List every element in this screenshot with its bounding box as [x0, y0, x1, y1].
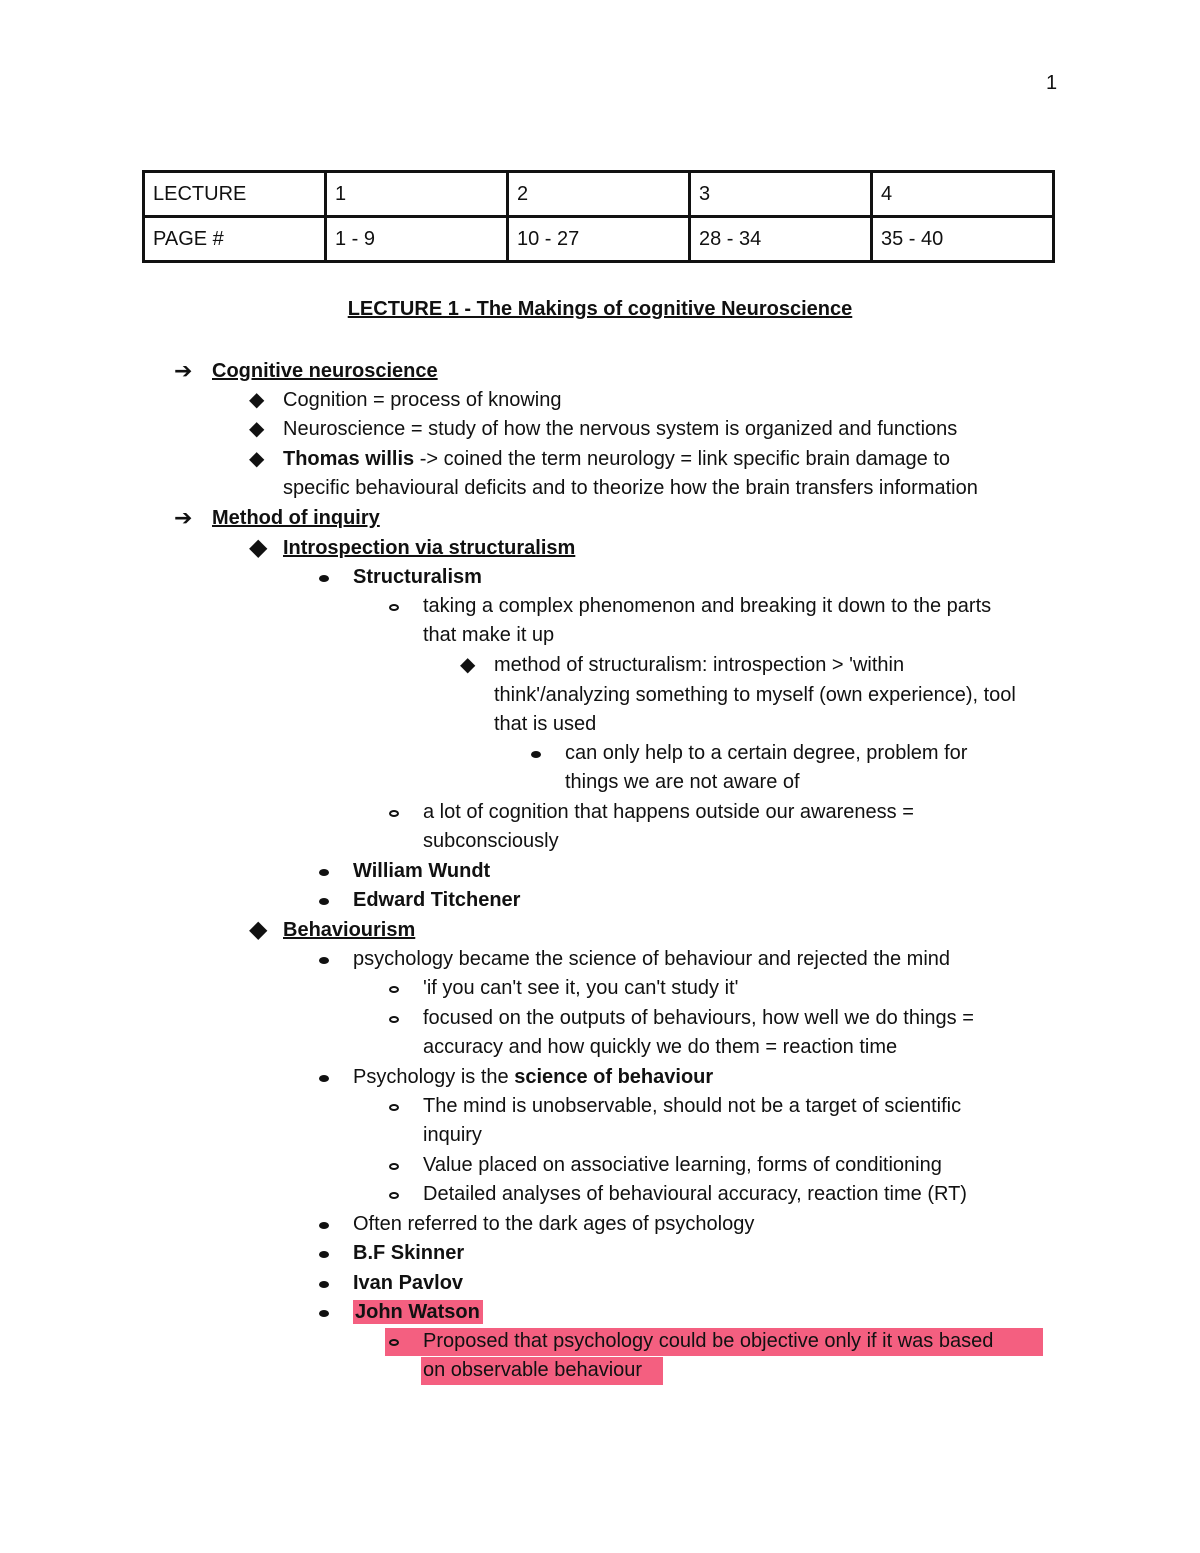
list-item-continuation: inquiry: [423, 1124, 482, 1146]
table-cell: 35 - 40: [872, 217, 1054, 262]
list-item: a lot of cognition that happens outside our awareness =: [423, 801, 914, 823]
diamond-bullet-icon: ◆: [249, 389, 265, 411]
table-cell: 4: [872, 172, 1054, 217]
dot-bullet-icon: [319, 1222, 329, 1229]
heading-method-of-inquiry: Method of inquiry: [212, 507, 380, 529]
diamond-bullet-icon: ◆: [460, 654, 476, 676]
table-row: [144, 172, 1054, 217]
list-item: William Wundt: [353, 860, 491, 882]
dot-bullet-icon: [531, 751, 541, 758]
list-item: taking a complex phenomenon and breaking it down to the parts: [423, 595, 992, 617]
heading-introspection: Introspection via structuralism: [283, 537, 576, 559]
list-item-continuation: accuracy and how quickly we do them = reaction time: [423, 1036, 898, 1058]
list-item: [353, 1299, 483, 1325]
science-of-behaviour: science of behaviour: [514, 1066, 714, 1088]
list-item-continuation: on observable behaviour: [423, 1359, 643, 1381]
list-item-continuation: subconsciously: [423, 830, 559, 852]
diamond-bullet-icon: ◆: [249, 534, 268, 561]
table-cell: 2: [508, 172, 690, 217]
page-title: LECTURE 1 - The Makings of cognitive Neuroscience: [347, 298, 853, 320]
lecture-page-table: [142, 170, 1055, 263]
table-row: [144, 217, 1054, 262]
heading-cognitive-neuroscience: Cognitive neuroscience: [212, 360, 438, 382]
dot-bullet-icon: [319, 1281, 329, 1288]
psych-is-text: Psychology is the: [353, 1066, 515, 1088]
list-item: The mind is unobservable, should not be a target of scientific: [423, 1095, 962, 1117]
willis-text: -> coined the term neurology = link specific brain damage to: [414, 448, 951, 470]
list-item: Often referred to the dark ages of psychology: [353, 1213, 755, 1235]
diamond-bullet-icon: ◆: [249, 448, 265, 470]
circle-bullet-icon: [389, 986, 399, 993]
page-number: 1: [1046, 72, 1058, 94]
list-item-continuation: that make it up: [423, 624, 555, 646]
list-item-continuation: things we are not aware of: [565, 771, 800, 793]
circle-bullet-icon: [389, 1339, 399, 1346]
dot-bullet-icon: [319, 1310, 329, 1317]
list-item: can only help to a certain degree, problem for: [565, 742, 968, 764]
list-item: Value placed on associative learning, forms of conditioning: [423, 1154, 942, 1176]
heading-behaviourism: Behaviourism: [283, 919, 416, 941]
list-item: Structuralism: [353, 566, 482, 588]
list-item: B.F Skinner: [353, 1242, 465, 1264]
arrow-bullet-icon: ➔: [174, 505, 193, 530]
table-cell: 28 - 34: [690, 217, 872, 262]
dot-bullet-icon: [319, 869, 329, 876]
list-item: psychology became the science of behaviour and rejected the mind: [353, 948, 951, 970]
list-item: Cognition = process of knowing: [283, 389, 562, 411]
table-cell: PAGE #: [144, 217, 326, 262]
circle-bullet-icon: [389, 1016, 399, 1023]
table-cell: LECTURE: [144, 172, 326, 217]
circle-bullet-icon: [389, 810, 399, 817]
dot-bullet-icon: [319, 957, 329, 964]
list-item: Detailed analyses of behavioural accuracy, reaction time (RT): [423, 1183, 967, 1205]
list-item-continuation: think'/analyzing something to myself (own experience), tool: [494, 684, 1016, 706]
list-item-continuation: specific behavioural deficits and to theorize how the brain transfers information: [283, 477, 978, 499]
list-item: method of structuralism: introspection > 'within: [494, 654, 905, 676]
arrow-bullet-icon: ➔: [174, 358, 193, 383]
table-cell: 1: [326, 172, 508, 217]
table-cell: 3: [690, 172, 872, 217]
highlight-john-watson: John Watson: [353, 1300, 483, 1324]
table-cell: 10 - 27: [508, 217, 690, 262]
list-item: [353, 1064, 713, 1090]
dot-bullet-icon: [319, 1075, 329, 1082]
circle-bullet-icon: [389, 1104, 399, 1111]
list-item: 'if you can't see it, you can't study it': [423, 977, 739, 999]
list-item: Proposed that psychology could be objective only if it was based: [423, 1330, 994, 1352]
list-item-continuation: that is used: [494, 713, 597, 735]
table-cell: 1 - 9: [326, 217, 508, 262]
circle-bullet-icon: [389, 1163, 399, 1170]
diamond-bullet-icon: ◆: [249, 418, 265, 440]
circle-bullet-icon: [389, 1192, 399, 1199]
circle-bullet-icon: [389, 604, 399, 611]
list-item: focused on the outputs of behaviours, how well we do things =: [423, 1007, 974, 1029]
list-item: [283, 446, 950, 472]
diamond-bullet-icon: ◆: [249, 916, 268, 943]
list-item: Neuroscience = study of how the nervous system is organized and functions: [283, 418, 958, 440]
dot-bullet-icon: [319, 575, 329, 582]
dot-bullet-icon: [319, 1251, 329, 1258]
dot-bullet-icon: [319, 898, 329, 905]
list-item: Ivan Pavlov: [353, 1272, 464, 1294]
name-thomas-willis: Thomas willis: [283, 448, 415, 470]
list-item: Edward Titchener: [353, 889, 521, 911]
